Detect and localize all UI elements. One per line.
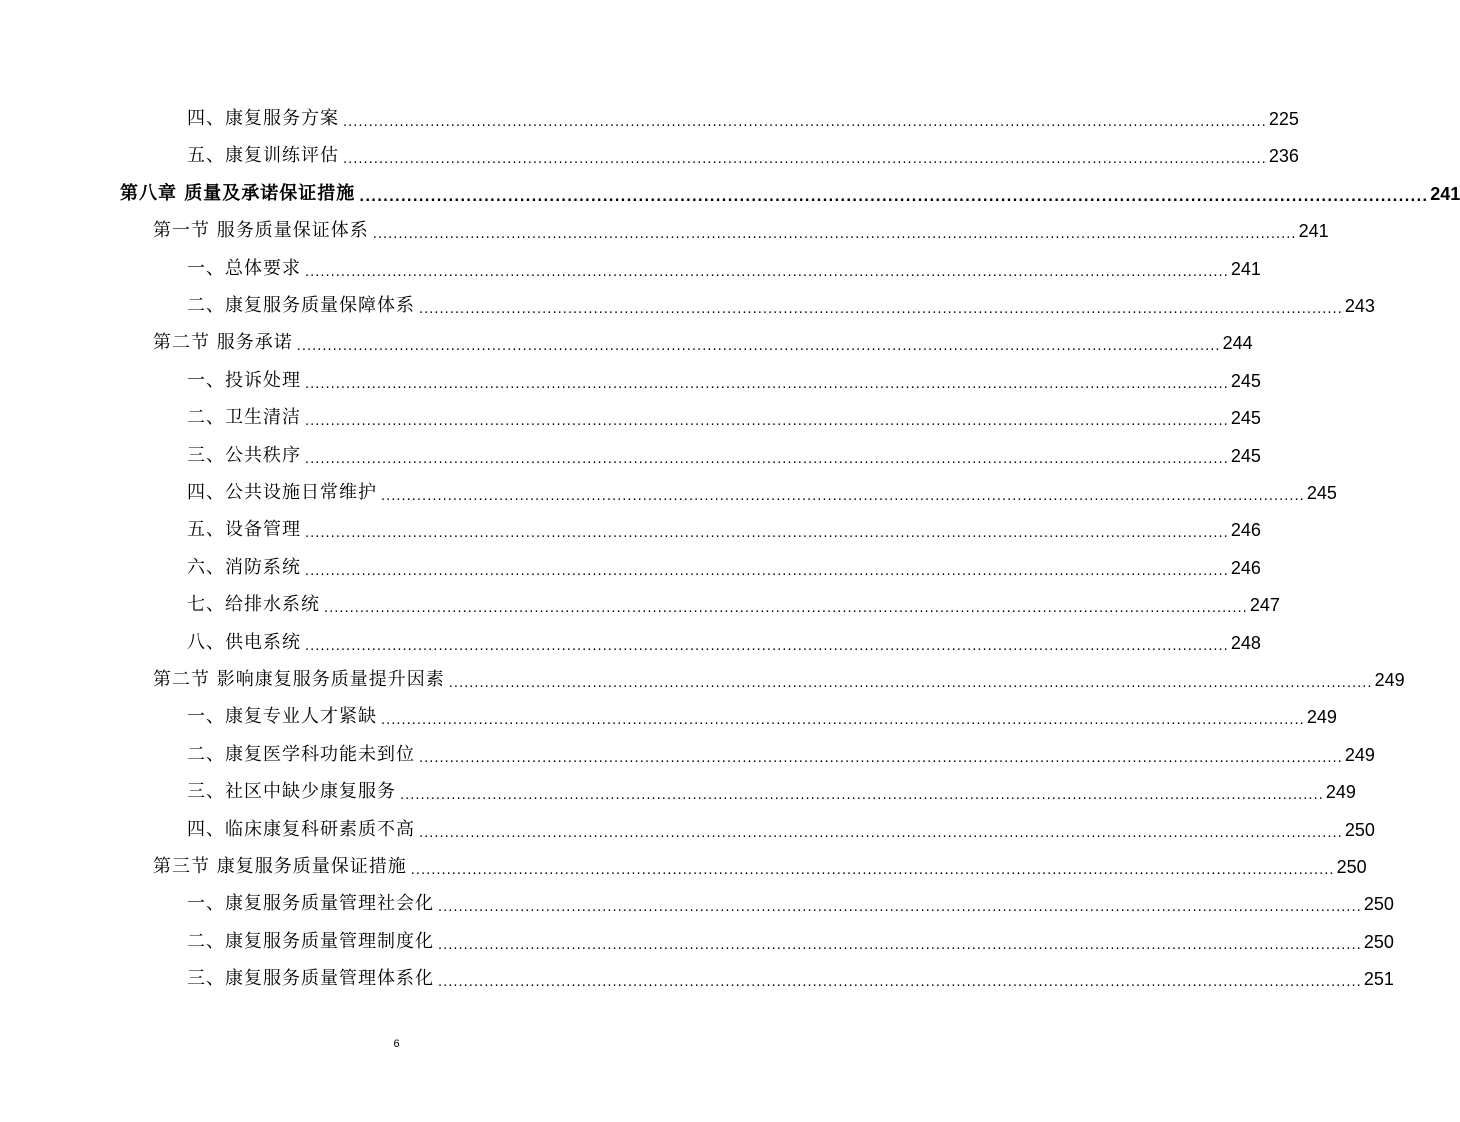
toc-entry[interactable] bbox=[187, 405, 1261, 431]
toc-entry[interactable] bbox=[187, 630, 1261, 656]
toc-entry-page: 245 bbox=[1230, 370, 1261, 391]
toc-entry-title: 一、康复服务质量管理社会化 bbox=[187, 893, 434, 915]
toc-entry-title: 二、康复服务质量保障体系 bbox=[187, 295, 415, 316]
toc-entry-title: 第二节 服务承诺 bbox=[153, 332, 293, 354]
toc-entry[interactable] bbox=[187, 779, 1356, 805]
toc-entry[interactable] bbox=[153, 218, 1329, 244]
toc-dot-leader: .................................................................................................................................................................................... bbox=[400, 788, 1324, 804]
toc-entry-title: 第二节 影响康复服务质量提升因素 bbox=[153, 669, 445, 690]
toc-entry-page: 250 bbox=[1344, 819, 1375, 840]
toc-entry-page: 241 bbox=[1430, 183, 1460, 204]
toc-entry[interactable] bbox=[187, 817, 1375, 843]
toc-dot-leader: .................................................................................................................................................................................... bbox=[438, 937, 1362, 953]
toc-entry-title: 四、公共设施日常维护 bbox=[187, 482, 377, 503]
toc-entry-title: 二、康复医学科功能未到位 bbox=[187, 743, 415, 765]
toc-dot-leader: .................................................................................................................................................................................... bbox=[305, 376, 1229, 392]
toc-entry[interactable] bbox=[187, 443, 1261, 469]
toc-entry[interactable] bbox=[187, 555, 1261, 581]
toc-entry-title: 一、康复专业人才紧缺 bbox=[187, 706, 377, 728]
toc-entry-title: 四、康复服务方案 bbox=[187, 108, 339, 129]
toc-entry-page: 249 bbox=[1325, 782, 1356, 803]
toc-entry[interactable] bbox=[153, 330, 1253, 356]
toc-entry-page: 250 bbox=[1363, 931, 1394, 952]
toc-dot-leader: .................................................................................................................................................................................... bbox=[448, 676, 1373, 691]
toc-entry-title: 五、康复训练评估 bbox=[187, 145, 339, 167]
toc-dot-leader: .................................................................................................................................................................................... bbox=[419, 750, 1343, 766]
toc-entry[interactable] bbox=[187, 480, 1337, 506]
toc-entry[interactable] bbox=[187, 368, 1261, 394]
toc-entry-title: 二、卫生清洁 bbox=[187, 407, 301, 429]
toc-entry-page: 251 bbox=[1363, 969, 1394, 990]
toc-entry[interactable] bbox=[187, 517, 1261, 543]
toc-entry-title: 五、设备管理 bbox=[187, 519, 301, 541]
toc-entry-page: 245 bbox=[1230, 445, 1261, 466]
toc-entry-title: 八、供电系统 bbox=[187, 631, 301, 653]
page-number: 6 bbox=[393, 1038, 400, 1050]
toc-entry-title: 三、康复服务质量管理体系化 bbox=[187, 968, 434, 990]
toc-entry-page: 225 bbox=[1268, 109, 1299, 129]
toc-dot-leader: .................................................................................................................................................................................... bbox=[438, 900, 1362, 916]
toc-entry[interactable] bbox=[153, 667, 1405, 693]
toc-entry-page: 249 bbox=[1306, 707, 1337, 728]
toc-entry-page: 243 bbox=[1344, 296, 1375, 316]
toc-dot-leader: .................................................................................................................................................................................... bbox=[296, 339, 1221, 355]
toc-dot-leader: .................................................................................................................................................................................... bbox=[305, 451, 1229, 467]
toc-entry-title: 一、总体要求 bbox=[187, 257, 301, 279]
toc-dot-leader: .................................................................................................................................................................................... bbox=[324, 601, 1248, 617]
toc-entry-title: 三、社区中缺少康复服务 bbox=[187, 781, 396, 803]
toc-entry-title: 六、消防系统 bbox=[187, 556, 301, 578]
toc-entry-title: 一、投诉处理 bbox=[187, 369, 301, 391]
toc-entry[interactable] bbox=[187, 929, 1394, 955]
toc-dot-leader: .................................................................................................................................................................................... bbox=[381, 713, 1305, 729]
toc-entry-title: 第八章 质量及承诺保证措施 bbox=[120, 182, 356, 204]
toc-entry[interactable] bbox=[187, 143, 1299, 169]
toc-entry-title: 二、康复服务质量管理制度化 bbox=[187, 930, 434, 952]
toc-entry-title: 四、临床康复科研素质不高 bbox=[187, 818, 415, 840]
toc-entry-page: 236 bbox=[1268, 146, 1299, 167]
toc-dot-leader: .................................................................................................................................................................................... bbox=[410, 863, 1335, 878]
toc-dot-leader: .................................................................................................................................................................................... bbox=[305, 414, 1229, 430]
toc-dot-leader: .................................................................................................................................................................................... bbox=[343, 152, 1267, 168]
toc-dot-leader: .................................................................................................................................................................................... bbox=[419, 302, 1343, 317]
toc-dot-leader: .................................................................................................................................................................................... bbox=[305, 264, 1229, 280]
toc-dot-leader: .................................................................................................................................................................................... bbox=[343, 115, 1267, 130]
toc-entry[interactable] bbox=[187, 106, 1299, 132]
toc-entry[interactable] bbox=[187, 256, 1261, 282]
toc-entry-page: 245 bbox=[1306, 483, 1337, 503]
toc-entry[interactable] bbox=[187, 592, 1280, 618]
toc-entry-page: 247 bbox=[1249, 595, 1280, 616]
toc-entry[interactable] bbox=[187, 742, 1375, 768]
toc-entry-page: 249 bbox=[1344, 744, 1375, 765]
toc-entry-page: 241 bbox=[1298, 221, 1329, 242]
toc-entry-title: 三、公共秩序 bbox=[187, 444, 301, 466]
toc-entry[interactable] bbox=[187, 966, 1394, 992]
toc-dot-leader: .................................................................................................................................................................................... bbox=[419, 825, 1343, 841]
toc-entry[interactable] bbox=[187, 704, 1337, 730]
toc-dot-leader: .................................................................................................................................................................................... bbox=[305, 526, 1229, 542]
toc-entry-title: 第一节 服务质量保证体系 bbox=[153, 220, 369, 242]
toc-entry-page: 246 bbox=[1230, 557, 1261, 578]
toc-entry[interactable] bbox=[153, 854, 1367, 880]
toc-entry-page: 250 bbox=[1363, 894, 1394, 915]
toc-entry-page: 241 bbox=[1230, 258, 1261, 279]
toc-entry[interactable] bbox=[187, 891, 1394, 917]
toc-dot-leader: .................................................................................................................................................................................... bbox=[305, 563, 1229, 579]
toc-entry-page: 248 bbox=[1230, 632, 1261, 653]
toc-entry-title: 第三节 康复服务质量保证措施 bbox=[153, 856, 407, 877]
toc-dot-leader: .................................................................................................................................................................................... bbox=[372, 227, 1297, 243]
toc-dot-leader: .................................................................................................................................................................................... bbox=[438, 975, 1362, 991]
toc-dot-leader: .................................................................................................................................................................................... bbox=[359, 189, 1429, 205]
toc-dot-leader: .................................................................................................................................................................................... bbox=[381, 489, 1305, 504]
toc-dot-leader: .................................................................................................................................................................................... bbox=[305, 638, 1229, 654]
toc-entry-page: 249 bbox=[1374, 670, 1405, 690]
toc-entry-page: 250 bbox=[1336, 857, 1367, 877]
toc-entry-page: 246 bbox=[1230, 520, 1261, 541]
toc-entry-title: 七、给排水系统 bbox=[187, 594, 320, 616]
toc-entry[interactable] bbox=[187, 293, 1375, 319]
toc-entry-page: 245 bbox=[1230, 408, 1261, 429]
toc-entry[interactable] bbox=[120, 181, 1460, 207]
toc-entry-page: 244 bbox=[1222, 333, 1253, 354]
